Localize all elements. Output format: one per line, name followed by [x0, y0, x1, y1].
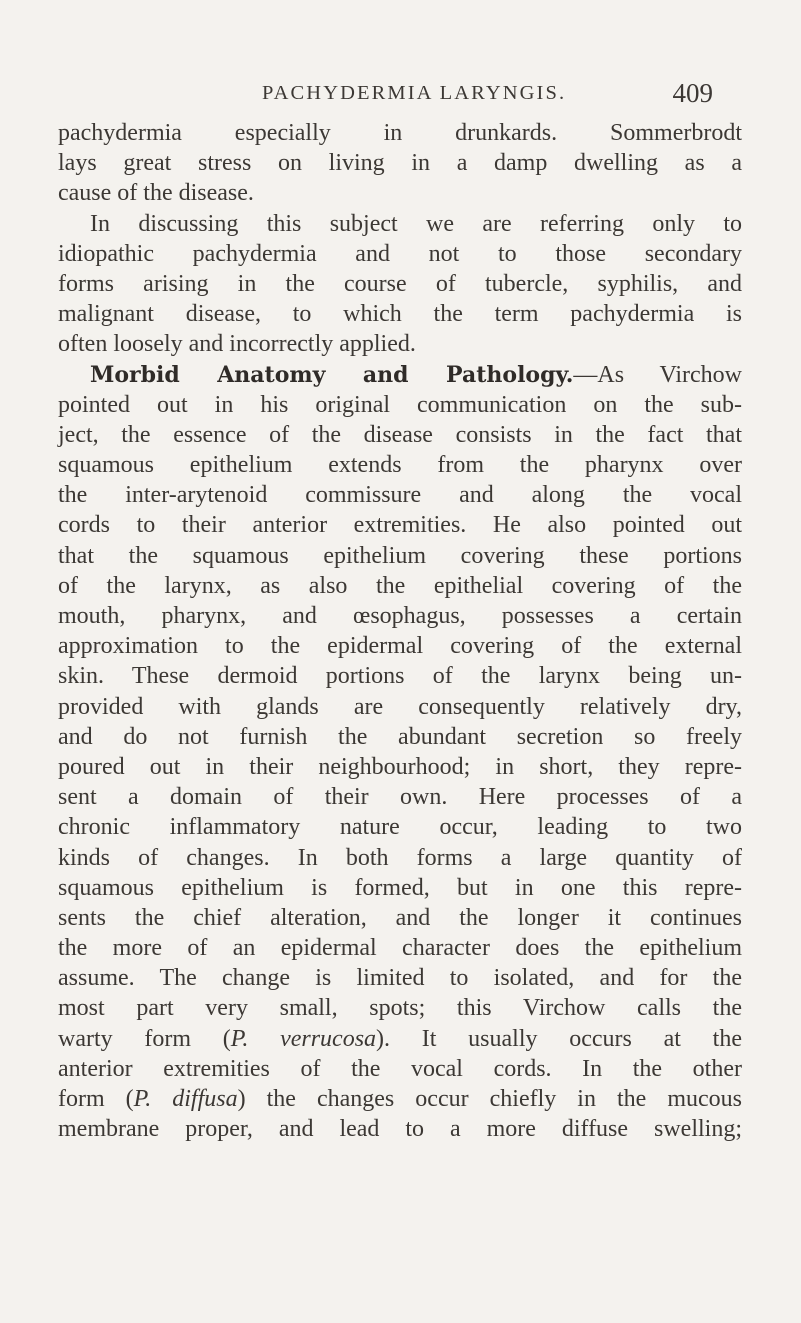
text-line: assume. The change is limited to isolated, and for the [58, 965, 742, 992]
section-heading-line [58, 360, 742, 390]
text-line: anterior extremities of the vocal cords. In the other [58, 1055, 742, 1082]
text-line: the inter-arytenoid commissure and along the vocal [58, 482, 742, 509]
text-line: kinds of changes. In both forms a large quantity of [58, 844, 742, 871]
text-line: and do not furnish the abundant secretion so freely [58, 723, 742, 750]
section-heading: Morbid Anatomy and Pathology. [90, 361, 574, 388]
text-line: skin. These dermoid portions of the larynx being un- [58, 663, 742, 690]
text-line: idiopathic pachydermia and not to those secondary [58, 240, 742, 267]
text-line: most part very small, spots; this Virchow calls the [58, 995, 742, 1022]
text-line: chronic inflammatory nature occur, leading to two [58, 814, 742, 841]
page-number: 409 [672, 78, 713, 108]
text-run: ). It usually occurs at the [376, 1025, 742, 1052]
text-line-with-italic [58, 1084, 742, 1114]
running-head: PACHYDERMIA LARYNGIS. [262, 82, 567, 104]
text-line: mouth, pharynx, and œsophagus, possesses a certain [58, 603, 742, 629]
text-run: warty form ( [58, 1025, 231, 1052]
text-line: malignant disease, to which the term pachydermia is [58, 301, 742, 328]
text-line: pachydermia especially in drunkards. Sommerbrodt [58, 120, 742, 146]
text-line: squamous epithelium extends from the pharynx over [58, 452, 742, 479]
body-text [58, 118, 742, 1144]
italic-term: P. verrucosa [230, 1025, 377, 1052]
text-line: of the larynx, as also the epithelial covering of the [58, 572, 742, 599]
text-line: squamous epithelium is formed, but in one this repre- [58, 874, 742, 901]
text-line: poured out in their neighbourhood; in short, they repre- [58, 753, 742, 780]
text-line: membrane proper, and lead to a more diffuse swelling; [58, 1116, 742, 1143]
text-line: sents the chief alteration, and the longer it continues [58, 904, 742, 931]
text-line: sent a domain of their own. Here processes of a [58, 784, 742, 811]
text-line: pointed out in his original communication on the sub- [58, 391, 742, 418]
page-header [0, 76, 801, 110]
text-line: the more of an epidermal character does the epithelium [58, 935, 742, 962]
text-line: lays great stress on living in a damp dwelling as a [58, 150, 742, 177]
text-line: cords to their anterior extremities. He also pointed out [58, 512, 742, 539]
text-line: In discussing this subject we are referring only to [90, 210, 742, 237]
italic-term: P. diffusa [133, 1086, 238, 1112]
text-line: often loosely and incorrectly applied. [58, 331, 416, 358]
text-run: form ( [58, 1086, 134, 1112]
text-run: ) the changes occur chiefly in the mucous [237, 1086, 742, 1112]
text-line: cause of the disease. [58, 180, 254, 207]
text-line: that the squamous epithelium covering these portions [58, 542, 742, 569]
text-line: provided with glands are consequently relatively dry, [58, 693, 742, 720]
text-line: forms arising in the course of tubercle, syphilis, and [58, 270, 742, 297]
text-line: approximation to the epidermal covering of the external [58, 633, 742, 660]
text-line-with-italic [58, 1024, 742, 1054]
heading-continuation: —As Virchow [573, 361, 742, 388]
text-line: ject, the essence of the disease consists in the fact that [58, 421, 742, 448]
